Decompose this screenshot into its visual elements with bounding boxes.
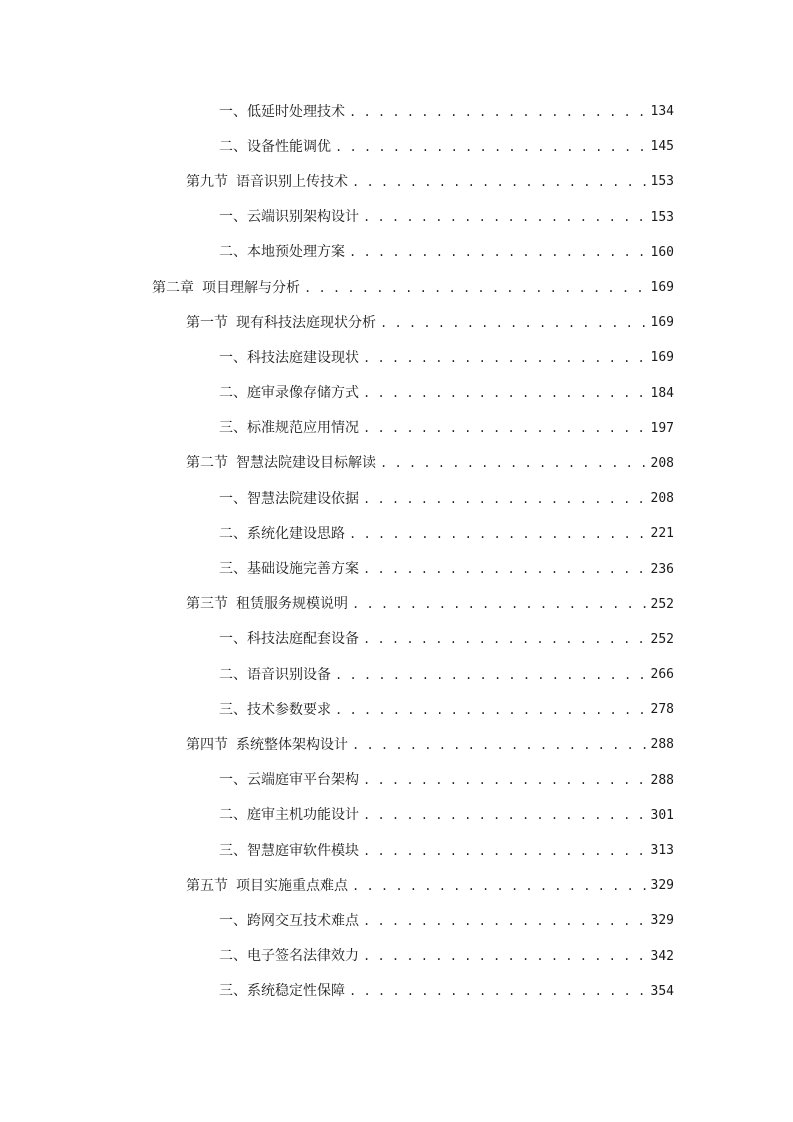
toc-entry-content[interactable] [219,692,674,727]
toc-entry-content[interactable] [219,340,674,375]
toc-entry-number: 二、 [219,138,247,155]
toc-entry-content[interactable] [186,587,674,622]
toc-entry[interactable] [0,94,793,129]
toc-entry[interactable] [0,868,793,903]
dot-leader [363,493,646,505]
toc-entry-content[interactable] [219,411,674,446]
dot-leader [349,528,646,540]
dot-leader [352,880,646,892]
dot-leader [363,633,646,645]
toc-entry-page-number[interactable]: 221 [650,526,674,542]
toc-entry-content[interactable] [219,763,674,798]
toc-entry-number: 一、 [219,349,247,366]
dot-leader [349,985,646,997]
toc-entry[interactable] [0,270,793,305]
toc-entry-content[interactable] [186,305,674,340]
toc-entry-title[interactable]: 标准规范应用情况 [247,420,359,437]
toc-entry-page-number[interactable]: 184 [650,385,674,401]
toc-entry-number: 三、 [219,561,247,578]
toc-entry-number: 一、 [219,631,247,648]
toc-entry-content[interactable] [219,833,674,868]
toc-entry-number: 三、 [219,701,247,718]
toc-entry-number: 一、 [219,912,247,929]
toc-entry[interactable] [0,551,793,586]
toc-entry[interactable] [0,481,793,516]
dot-leader [363,387,646,399]
toc-entry-content[interactable] [219,939,674,974]
toc-entry[interactable] [0,587,793,622]
toc-entry-number: 一、 [219,772,247,789]
dot-leader [363,950,646,962]
toc-entry[interactable] [0,763,793,798]
toc-entry-content[interactable] [219,376,674,411]
toc-entry-page-number[interactable]: 301 [650,807,674,823]
toc-entry-title[interactable]: 语音识别设备 [247,666,331,683]
toc-entry[interactable] [0,235,793,270]
toc-entry-title[interactable]: 语音识别上传技术 [236,173,348,190]
toc-entry-number: 一、 [219,490,247,507]
toc-entry[interactable] [0,129,793,164]
toc-entry[interactable] [0,974,793,1009]
dot-leader [352,598,646,610]
toc-entry-number: 第五节 [186,877,228,894]
dot-leader [335,141,646,153]
toc-entry-number: 第二章 [152,279,194,296]
dot-leader [363,915,646,927]
toc-entry-content[interactable] [219,129,674,164]
toc-entry-content[interactable] [219,481,674,516]
toc-entry-title[interactable]: 租赁服务规模说明 [236,596,348,613]
dot-leader [363,845,646,857]
dot-leader [335,669,646,681]
toc-entry-title[interactable]: 科技法庭建设现状 [247,349,359,366]
toc-entry-page-number[interactable]: 278 [650,702,674,718]
toc-entry[interactable] [0,939,793,974]
toc-entry-page-number[interactable]: 145 [650,139,674,155]
toc-entry-page-number[interactable]: 252 [650,631,674,647]
toc-entry-page-number[interactable]: 288 [650,772,674,788]
toc-entry-page-number[interactable]: 160 [650,244,674,260]
toc-entry-title[interactable]: 跨网交互技术难点 [247,912,359,929]
toc-entry-number: 第二节 [186,455,228,472]
toc-entry-content[interactable] [219,798,674,833]
toc-entry-title[interactable]: 系统整体架构设计 [236,736,348,753]
toc-entry-page-number[interactable]: 288 [650,737,674,753]
toc-entry-page-number[interactable]: 329 [650,878,674,894]
toc-entry-number: 三、 [219,420,247,437]
toc-entry-page-number[interactable]: 236 [650,561,674,577]
toc-entry-number: 第四节 [186,736,228,753]
toc-entry-number: 一、 [219,209,247,226]
toc-entry-title[interactable]: 庭审主机功能设计 [247,807,359,824]
toc-entry-title[interactable]: 本地预处理方案 [247,244,345,261]
toc-entry-content[interactable] [219,657,674,692]
toc-entry-number: 二、 [219,244,247,261]
dot-leader [380,457,646,469]
toc-entry-page-number[interactable]: 169 [650,315,674,331]
toc-entry-title[interactable]: 智慧法院建设依据 [247,490,359,507]
toc-entry-title[interactable]: 低延时处理技术 [247,103,345,120]
toc-entry[interactable] [0,305,793,340]
toc-entry-content[interactable] [186,868,674,903]
toc-entry-page-number[interactable]: 266 [650,667,674,683]
toc-entry-content[interactable] [219,622,674,657]
toc-entry-content[interactable] [152,270,674,305]
toc-entry-number: 二、 [219,948,247,965]
toc-entry-number: 二、 [219,666,247,683]
toc-entry-content[interactable] [186,164,674,199]
toc-entry-page-number[interactable]: 153 [650,174,674,190]
toc-entry-title[interactable]: 设备性能调优 [247,138,331,155]
toc-entry-content[interactable] [219,551,674,586]
toc-entry-title[interactable]: 云端识别架构设计 [247,209,359,226]
toc-entry-number: 第三节 [186,596,228,613]
toc-entry-content[interactable] [219,974,674,1009]
dot-leader [349,246,646,258]
dot-leader [335,704,646,716]
toc-entry-title[interactable]: 项目理解与分析 [202,279,300,296]
toc-entry-title[interactable]: 技术参数要求 [247,701,331,718]
toc-entry-content[interactable] [219,903,674,938]
dot-leader [363,422,646,434]
toc-entry[interactable] [0,164,793,199]
toc-entry-content[interactable] [186,446,674,481]
toc-entry-number: 第九节 [186,173,228,190]
dot-leader [380,317,646,329]
toc-entry[interactable] [0,516,793,551]
toc-entry[interactable] [0,692,793,727]
toc-entry-title[interactable]: 系统化建设思路 [247,525,345,542]
toc-entry-page-number[interactable]: 134 [650,104,674,120]
dot-leader [363,563,646,575]
dot-leader [304,282,646,294]
toc-entry-page-number[interactable]: 169 [650,350,674,366]
dot-leader [363,809,646,821]
dot-leader [352,739,646,751]
toc-entry-title[interactable]: 科技法庭配套设备 [247,631,359,648]
dot-leader [349,106,646,118]
toc-entry-page-number[interactable]: 313 [650,843,674,859]
toc-entry-content[interactable] [219,235,674,270]
toc-entry-title[interactable]: 基础设施完善方案 [247,561,359,578]
toc-entry-content[interactable] [219,94,674,129]
toc-entry-title[interactable]: 电子签名法律效力 [247,948,359,965]
toc-entry-content[interactable] [186,727,674,762]
toc-entry-content[interactable] [219,200,674,235]
toc-entry-page-number[interactable]: 252 [650,596,674,612]
toc-entry-title[interactable]: 现有科技法庭现状分析 [236,314,376,331]
toc-entry-title[interactable]: 智慧庭审软件模块 [247,842,359,859]
toc-entry-page-number[interactable]: 342 [650,948,674,964]
dot-leader [363,211,646,223]
toc-entry-number: 二、 [219,525,247,542]
toc-entry-title[interactable]: 云端庭审平台架构 [247,772,359,789]
toc-entry-number: 一、 [219,103,247,120]
toc-entry-number: 第一节 [186,314,228,331]
toc-entry-page-number[interactable]: 354 [650,983,674,999]
toc-entry-title[interactable]: 智慧法院建设目标解读 [236,455,376,472]
toc-entry-number: 二、 [219,385,247,402]
toc-entry[interactable] [0,903,793,938]
toc-entry[interactable] [0,798,793,833]
toc-entry-content[interactable] [219,516,674,551]
toc-entry[interactable] [0,200,793,235]
dot-leader [352,176,646,188]
toc-entry-title[interactable]: 项目实施重点难点 [236,877,348,894]
toc-entry-title[interactable]: 庭审录像存储方式 [247,385,359,402]
toc-entry-page-number[interactable]: 329 [650,913,674,929]
toc-entry-number: 三、 [219,983,247,1000]
toc-entry-title[interactable]: 系统稳定性保障 [247,983,345,1000]
toc-entry[interactable] [0,376,793,411]
toc-entry[interactable] [0,446,793,481]
toc-entry-page-number[interactable]: 208 [650,491,674,507]
dot-leader [363,774,646,786]
table-of-contents [0,94,793,1009]
toc-entry[interactable] [0,727,793,762]
toc-entry-page-number[interactable]: 208 [650,455,674,471]
toc-entry-number: 二、 [219,807,247,824]
toc-entry-number: 三、 [219,842,247,859]
toc-entry[interactable] [0,411,793,446]
toc-entry[interactable] [0,622,793,657]
dot-leader [363,352,646,364]
toc-entry-page-number[interactable]: 197 [650,420,674,436]
toc-entry[interactable] [0,340,793,375]
toc-entry-page-number[interactable]: 153 [650,209,674,225]
toc-entry-page-number[interactable]: 169 [650,280,674,296]
toc-entry[interactable] [0,833,793,868]
toc-entry[interactable] [0,657,793,692]
